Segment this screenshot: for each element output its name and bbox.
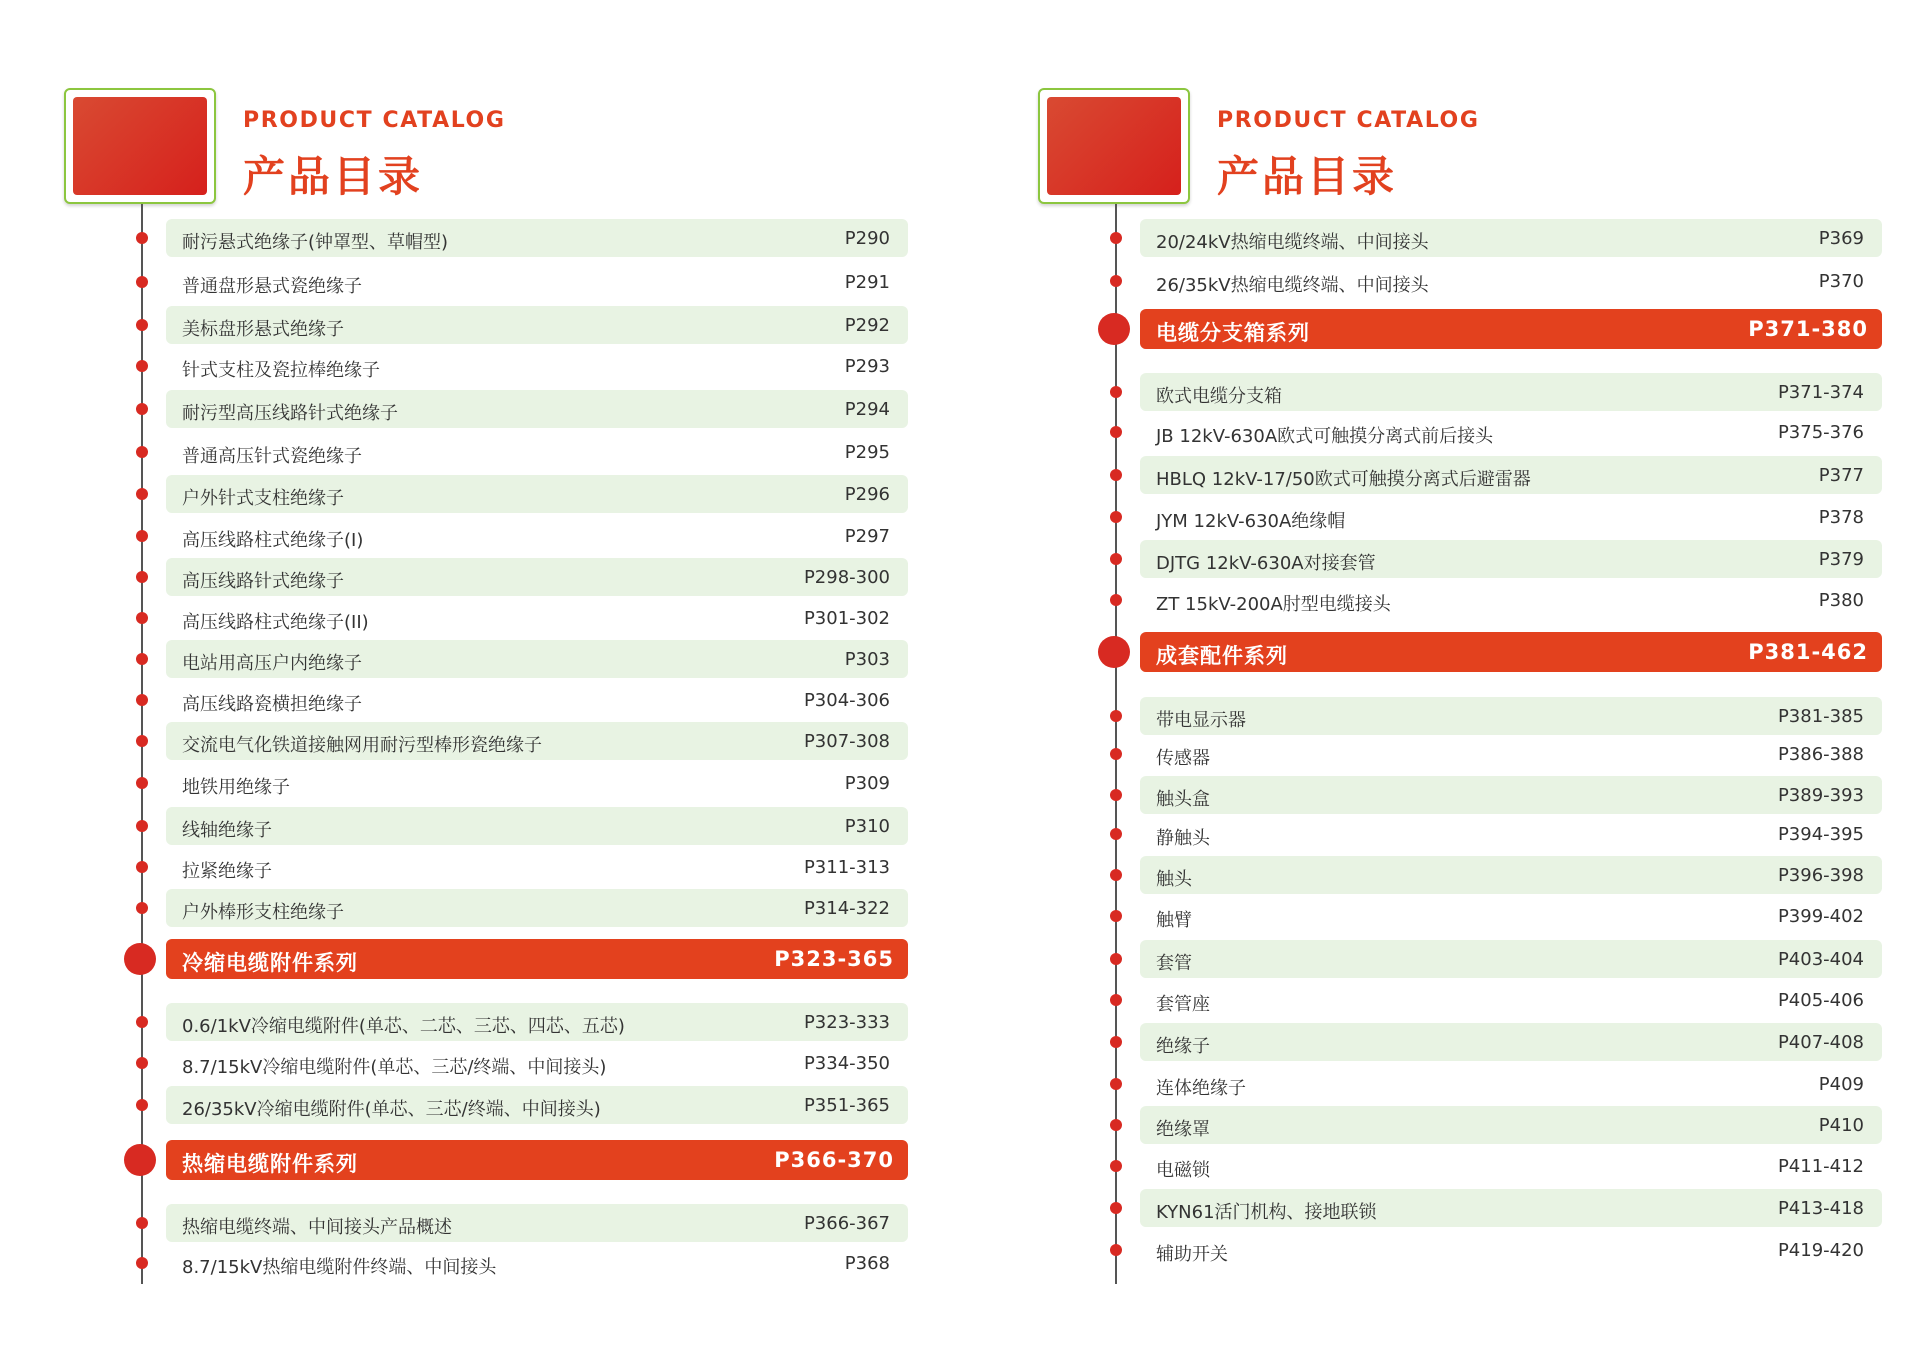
catalog-item-label: ZT 15kV-200A肘型电缆接头 bbox=[1156, 594, 1391, 615]
timeline-dot bbox=[1110, 1036, 1122, 1048]
catalog-item[interactable] bbox=[1140, 856, 1882, 894]
catalog-item-label: 连体绝缘子 bbox=[1156, 1078, 1246, 1099]
catalog-item-label: 绝缘子 bbox=[1156, 1036, 1210, 1057]
catalog-item[interactable] bbox=[166, 558, 908, 596]
catalog-item-page: P407-408 bbox=[1777, 1032, 1864, 1053]
timeline-dot bbox=[136, 861, 148, 873]
catalog-item-page: P381-385 bbox=[1777, 706, 1864, 727]
catalog-item[interactable] bbox=[1140, 540, 1882, 578]
catalog-item-page: P307-308 bbox=[803, 731, 890, 752]
timeline-dot bbox=[1110, 748, 1122, 760]
catalog-item[interactable] bbox=[1140, 1106, 1882, 1144]
catalog-item-label: 户外棒形支柱绝缘子 bbox=[182, 902, 344, 923]
catalog-item-page: P292 bbox=[844, 315, 890, 336]
timeline-dot bbox=[136, 446, 148, 458]
catalog-item-label: DJTG 12kV-630A对接套管 bbox=[1156, 553, 1376, 574]
timeline-dot bbox=[1110, 994, 1122, 1006]
catalog-item[interactable] bbox=[166, 889, 908, 927]
timeline-dot bbox=[136, 735, 148, 747]
catalog-item-label: JB 12kV-630A欧式可触摸分离式前后接头 bbox=[1156, 426, 1494, 447]
red-logo-block bbox=[1047, 97, 1181, 195]
timeline-dot bbox=[1110, 710, 1122, 722]
catalog-item-page: P375-376 bbox=[1777, 422, 1864, 443]
catalog-item-page: P386-388 bbox=[1777, 744, 1864, 765]
timeline-dot bbox=[136, 403, 148, 415]
catalog-item[interactable] bbox=[1140, 373, 1882, 411]
timeline-dot bbox=[136, 653, 148, 665]
catalog-item[interactable] bbox=[1140, 262, 1882, 300]
timeline-dot bbox=[1110, 426, 1122, 438]
catalog-item-label: 普通高压针式瓷绝缘子 bbox=[182, 446, 362, 467]
catalog-item-label: 8.7/15kV热缩电缆附件终端、中间接头 bbox=[182, 1257, 497, 1278]
catalog-item[interactable] bbox=[166, 433, 908, 471]
catalog-item[interactable] bbox=[166, 475, 908, 513]
catalog-item-page: P380 bbox=[1818, 590, 1864, 611]
catalog-item[interactable] bbox=[166, 848, 908, 886]
catalog-item-label: 电站用高压户内绝缘子 bbox=[182, 653, 362, 674]
catalog-item-page: P377 bbox=[1818, 465, 1864, 486]
section-header[interactable] bbox=[1140, 632, 1882, 672]
catalog-item-label: 户外针式支柱绝缘子 bbox=[182, 488, 344, 509]
timeline-dot bbox=[1110, 1119, 1122, 1131]
catalog-item-page: P378 bbox=[1818, 507, 1864, 528]
catalog-item-page: P297 bbox=[844, 526, 890, 547]
catalog-item[interactable] bbox=[1140, 981, 1882, 1019]
section-marker-dot bbox=[1098, 636, 1130, 668]
catalog-item-label: 触臂 bbox=[1156, 910, 1192, 931]
catalog-item[interactable] bbox=[1140, 1065, 1882, 1103]
catalog-item[interactable] bbox=[166, 764, 908, 802]
catalog-item[interactable] bbox=[166, 347, 908, 385]
timeline-dot bbox=[136, 777, 148, 789]
catalog-item-page: P311-313 bbox=[803, 857, 890, 878]
timeline-dot bbox=[136, 1217, 148, 1229]
timeline-dot bbox=[136, 694, 148, 706]
timeline-dot bbox=[136, 488, 148, 500]
catalog-item-label: 0.6/1kV冷缩电缆附件(单芯、二芯、三芯、四芯、五芯) bbox=[182, 1016, 625, 1037]
catalog-item[interactable] bbox=[1140, 413, 1882, 451]
catalog-item-label: 触头 bbox=[1156, 869, 1192, 890]
section-header[interactable] bbox=[1140, 309, 1882, 349]
catalog-item-page: P298-300 bbox=[803, 567, 890, 588]
catalog-item-page: P419-420 bbox=[1777, 1240, 1864, 1261]
catalog-item-label: 热缩电缆终端、中间接头产品概述 bbox=[182, 1217, 452, 1238]
timeline-dot bbox=[136, 319, 148, 331]
catalog-item[interactable] bbox=[166, 681, 908, 719]
red-logo-block bbox=[73, 97, 207, 195]
timeline-dot bbox=[136, 232, 148, 244]
timeline-dot bbox=[1110, 469, 1122, 481]
section-marker-dot bbox=[124, 1144, 156, 1176]
timeline-dot bbox=[1110, 511, 1122, 523]
timeline-dot bbox=[1110, 789, 1122, 801]
catalog-item-label: 带电显示器 bbox=[1156, 710, 1246, 731]
catalog-item-label: HBLQ 12kV-17/50欧式可触摸分离式后避雷器 bbox=[1156, 469, 1531, 490]
catalog-item-page: P351-365 bbox=[803, 1095, 890, 1116]
timeline-dot bbox=[136, 360, 148, 372]
catalog-item-label: 8.7/15kV冷缩电缆附件(单芯、三芯/终端、中间接头) bbox=[182, 1057, 607, 1078]
catalog-item[interactable] bbox=[166, 1044, 908, 1082]
catalog-item[interactable] bbox=[166, 517, 908, 555]
section-marker-dot bbox=[124, 943, 156, 975]
catalog-item[interactable] bbox=[1140, 940, 1882, 978]
catalog-header-en: PRODUCT CATALOG bbox=[243, 108, 506, 133]
catalog-item[interactable] bbox=[1140, 1231, 1882, 1269]
catalog-item-label: 线轴绝缘子 bbox=[182, 820, 272, 841]
catalog-item-label: KYN61活门机构、接地联锁 bbox=[1156, 1202, 1377, 1223]
catalog-item-label: 电磁锁 bbox=[1156, 1160, 1210, 1181]
catalog-item-page: P323-333 bbox=[803, 1012, 890, 1033]
catalog-item[interactable] bbox=[1140, 697, 1882, 735]
catalog-item-page: P409 bbox=[1818, 1074, 1864, 1095]
catalog-header-cn: 产品目录 bbox=[1217, 152, 1398, 201]
timeline-dot bbox=[136, 1099, 148, 1111]
catalog-item[interactable] bbox=[1140, 735, 1882, 773]
catalog-item-page: P314-322 bbox=[803, 898, 890, 919]
section-title: 热缩电缆附件系列 bbox=[182, 1152, 358, 1176]
catalog-item-page: P413-418 bbox=[1777, 1198, 1864, 1219]
catalog-item-label: 耐污型高压线路针式绝缘子 bbox=[182, 403, 398, 424]
catalog-item-label: 传感器 bbox=[1156, 748, 1210, 769]
catalog-item-label: 交流电气化铁道接触网用耐污型棒形瓷绝缘子 bbox=[182, 735, 542, 756]
timeline-dot bbox=[136, 902, 148, 914]
timeline-dot bbox=[1110, 1244, 1122, 1256]
catalog-item-page: P394-395 bbox=[1777, 824, 1864, 845]
timeline-dot bbox=[1110, 910, 1122, 922]
catalog-item-label: 普通盘形悬式瓷绝缘子 bbox=[182, 276, 362, 297]
timeline-dot bbox=[1110, 553, 1122, 565]
section-header[interactable] bbox=[166, 1140, 908, 1180]
catalog-item-label: 欧式电缆分支箱 bbox=[1156, 386, 1282, 407]
catalog-item-page: P371-374 bbox=[1777, 382, 1864, 403]
catalog-item[interactable] bbox=[1140, 498, 1882, 536]
catalog-item-label: 美标盘形悬式绝缘子 bbox=[182, 319, 344, 340]
section-page-range: P381-462 bbox=[1748, 640, 1868, 664]
timeline-dot bbox=[1110, 1160, 1122, 1172]
catalog-item-label: 26/35kV热缩电缆终端、中间接头 bbox=[1156, 275, 1429, 296]
catalog-item-page: P309 bbox=[844, 773, 890, 794]
timeline-dot bbox=[1110, 1078, 1122, 1090]
catalog-item-label: 套管座 bbox=[1156, 994, 1210, 1015]
timeline-dot bbox=[1110, 386, 1122, 398]
timeline-dot bbox=[136, 276, 148, 288]
timeline-dot bbox=[136, 612, 148, 624]
catalog-item-label: 拉紧绝缘子 bbox=[182, 861, 272, 882]
catalog-item-page: P399-402 bbox=[1777, 906, 1864, 927]
catalog-item-label: 高压线路柱式绝缘子(I) bbox=[182, 530, 364, 551]
catalog-item[interactable] bbox=[1140, 581, 1882, 619]
timeline-dot bbox=[1110, 953, 1122, 965]
catalog-item-label: 针式支柱及瓷拉棒绝缘子 bbox=[182, 360, 380, 381]
section-page-range: P366-370 bbox=[774, 1148, 894, 1172]
catalog-item-page: P291 bbox=[844, 272, 890, 293]
catalog-item-label: 绝缘罩 bbox=[1156, 1119, 1210, 1140]
catalog-item-label: 静触头 bbox=[1156, 828, 1210, 849]
catalog-item-page: P411-412 bbox=[1777, 1156, 1864, 1177]
timeline-dot bbox=[1110, 828, 1122, 840]
catalog-item-label: 地铁用绝缘子 bbox=[182, 777, 290, 798]
catalog-item-page: P369 bbox=[1818, 228, 1864, 249]
catalog-item[interactable] bbox=[1140, 776, 1882, 814]
catalog-item-page: P294 bbox=[844, 399, 890, 420]
catalog-logo-box bbox=[1038, 88, 1190, 204]
catalog-item-page: P293 bbox=[844, 356, 890, 377]
catalog-header-en: PRODUCT CATALOG bbox=[1217, 108, 1480, 133]
catalog-item[interactable] bbox=[1140, 456, 1882, 494]
timeline-dot bbox=[136, 1257, 148, 1269]
timeline-dot bbox=[136, 530, 148, 542]
section-page-range: P323-365 bbox=[774, 947, 894, 971]
catalog-item[interactable] bbox=[1140, 815, 1882, 853]
timeline-dot bbox=[136, 571, 148, 583]
catalog-item[interactable] bbox=[166, 1086, 908, 1124]
catalog-item-page: P368 bbox=[844, 1253, 890, 1274]
catalog-item[interactable] bbox=[166, 640, 908, 678]
catalog-item[interactable] bbox=[166, 1204, 908, 1242]
catalog-item-page: P301-302 bbox=[803, 608, 890, 629]
catalog-item[interactable] bbox=[166, 219, 908, 257]
timeline-dot bbox=[1110, 275, 1122, 287]
catalog-item[interactable] bbox=[1140, 1189, 1882, 1227]
catalog-item-label: 高压线路针式绝缘子 bbox=[182, 571, 344, 592]
catalog-item[interactable] bbox=[1140, 1023, 1882, 1061]
catalog-item-page: P370 bbox=[1818, 271, 1864, 292]
catalog-item-page: P410 bbox=[1818, 1115, 1864, 1136]
catalog-item-label: 套管 bbox=[1156, 953, 1192, 974]
catalog-item[interactable] bbox=[166, 807, 908, 845]
catalog-item[interactable] bbox=[166, 306, 908, 344]
catalog-item[interactable] bbox=[166, 263, 908, 301]
timeline-dot bbox=[1110, 1202, 1122, 1214]
timeline-dot bbox=[1110, 594, 1122, 606]
catalog-item-page: P405-406 bbox=[1777, 990, 1864, 1011]
catalog-item[interactable] bbox=[166, 722, 908, 760]
section-title: 电缆分支箱系列 bbox=[1156, 321, 1310, 345]
catalog-item-page: P295 bbox=[844, 442, 890, 463]
catalog-item[interactable] bbox=[166, 599, 908, 637]
catalog-item[interactable] bbox=[166, 390, 908, 428]
catalog-item-label: 触头盒 bbox=[1156, 789, 1210, 810]
timeline-dot bbox=[136, 820, 148, 832]
catalog-item-page: P379 bbox=[1818, 549, 1864, 570]
catalog-item-page: P303 bbox=[844, 649, 890, 670]
catalog-logo-box bbox=[64, 88, 216, 204]
catalog-item-page: P396-398 bbox=[1777, 865, 1864, 886]
catalog-page-right bbox=[974, 0, 1920, 1358]
catalog-item-page: P334-350 bbox=[803, 1053, 890, 1074]
timeline-dot bbox=[1110, 869, 1122, 881]
catalog-item-page: P296 bbox=[844, 484, 890, 505]
catalog-item-page: P389-393 bbox=[1777, 785, 1864, 806]
catalog-item-page: P366-367 bbox=[803, 1213, 890, 1234]
catalog-item-label: 耐污悬式绝缘子(钟罩型、草帽型) bbox=[182, 232, 449, 253]
section-page-range: P371-380 bbox=[1748, 317, 1868, 341]
catalog-item[interactable] bbox=[1140, 897, 1882, 935]
catalog-item[interactable] bbox=[166, 1003, 908, 1041]
timeline-dot bbox=[136, 1016, 148, 1028]
catalog-item-label: 辅助开关 bbox=[1156, 1244, 1228, 1265]
catalog-item-label: 高压线路瓷横担绝缘子 bbox=[182, 694, 362, 715]
catalog-item[interactable] bbox=[1140, 1147, 1882, 1185]
catalog-header-cn: 产品目录 bbox=[243, 152, 424, 201]
section-title: 成套配件系列 bbox=[1156, 644, 1288, 668]
section-title: 冷缩电缆附件系列 bbox=[182, 951, 358, 975]
catalog-item-page: P290 bbox=[844, 228, 890, 249]
catalog-item-label: 20/24kV热缩电缆终端、中间接头 bbox=[1156, 232, 1429, 253]
catalog-item[interactable] bbox=[166, 1244, 908, 1282]
catalog-item-label: 高压线路柱式绝缘子(II) bbox=[182, 612, 369, 633]
catalog-item-page: P310 bbox=[844, 816, 890, 837]
catalog-item-label: JYM 12kV-630A绝缘帽 bbox=[1156, 511, 1346, 532]
catalog-item-page: P304-306 bbox=[803, 690, 890, 711]
catalog-item[interactable] bbox=[1140, 219, 1882, 257]
catalog-item-page: P403-404 bbox=[1777, 949, 1864, 970]
section-header[interactable] bbox=[166, 939, 908, 979]
catalog-item-label: 26/35kV冷缩电缆附件(单芯、三芯/终端、中间接头) bbox=[182, 1099, 601, 1120]
timeline-dot bbox=[136, 1057, 148, 1069]
timeline-dot bbox=[1110, 232, 1122, 244]
section-marker-dot bbox=[1098, 313, 1130, 345]
